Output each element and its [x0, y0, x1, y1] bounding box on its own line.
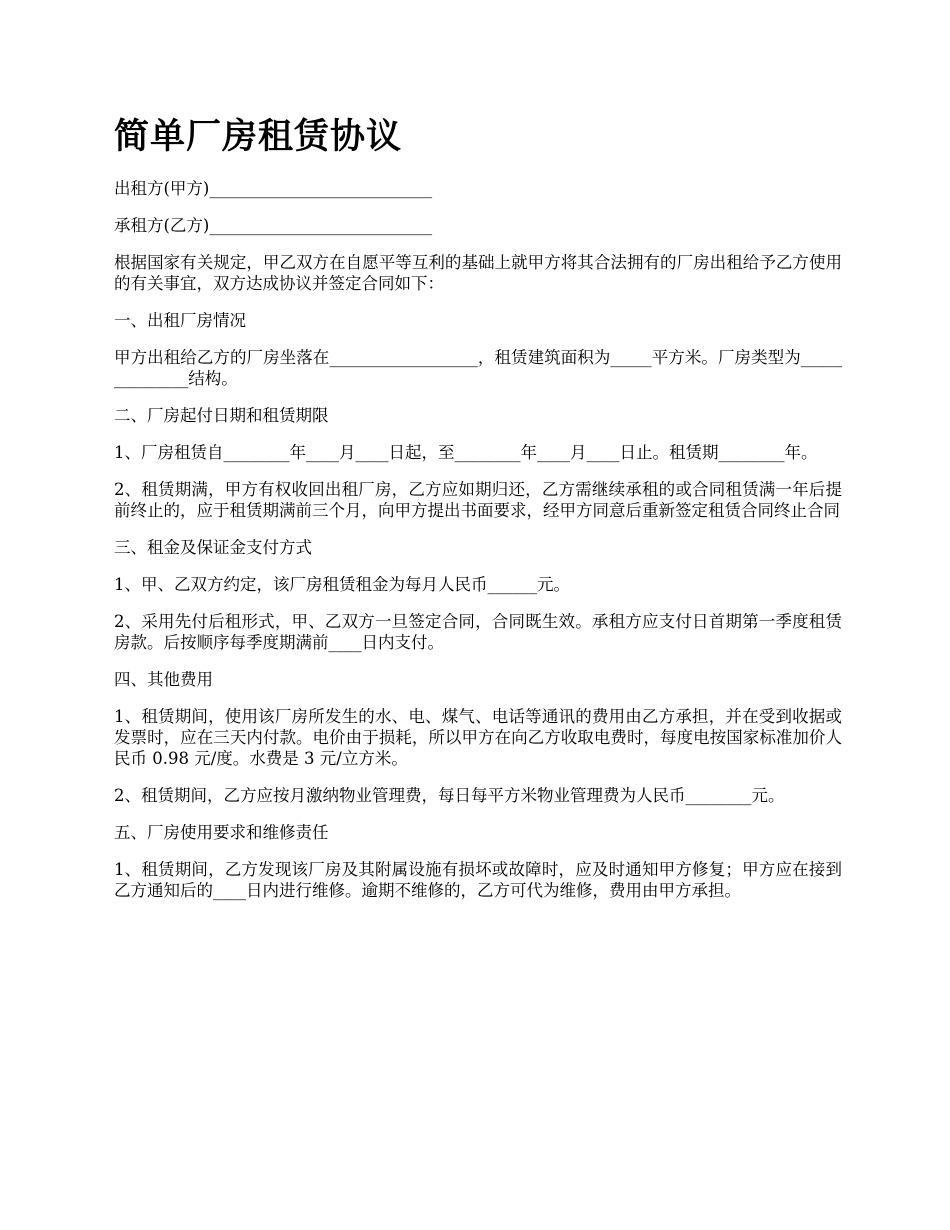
document-title: 简单厂房租赁协议 — [114, 117, 403, 157]
preamble-paragraph: 根据国家有关规定，甲乙双方在自愿平等互利的基础上就甲方将其合法拥有的厂房出租给予乙方使用的有关事宜，双方达成协议并签定合同如下： — [114, 253, 842, 293]
clause-paragraph: 1、租赁期间，乙方发现该厂房及其附属设施有损坏或故障时，应及时通知甲方修复；甲方应在接到乙方通知后的____日内进行维修。逾期不维修的，乙方可代为维修，费用由甲方承担。 — [114, 860, 842, 900]
section-heading-2: 二、厂房起付日期和租赁期限 — [114, 406, 329, 425]
lessee-line: 承租方(乙方)___________________________ — [114, 216, 433, 235]
clause-paragraph: 2、租赁期满，甲方有权收回出租厂房，乙方应如期归还，乙方需继续承租的或合同租赁满一年后提前终止的，应于租赁期满前三个月，向甲方提出书面要求，经甲方同意后重新签定租赁合同终止合同 — [114, 480, 842, 520]
clause-paragraph: 1、厂房租赁自________年____月____日起，至________年____月____日止。租赁期________年。 — [114, 443, 818, 462]
clause-paragraph: 1、租赁期间，使用该厂房所发生的水、电、煤气、电话等通讯的费用由乙方承担，并在受到收据或发票时，应在三天内付款。电价由于损耗，所以甲方在向乙方收取电费时，每度电按国家标准加价人民币 0.98 元/度。水费是 3 元/立方米。 — [114, 707, 842, 768]
clause-paragraph: 甲方出租给乙方的厂房坐落在__________________，租赁建筑面积为_____平方米。厂房类型为______________结构。 — [114, 348, 842, 388]
document-page — [114, 108, 842, 917]
section-heading-4: 四、其他费用 — [114, 670, 213, 689]
lessor-line: 出租方(甲方)___________________________ — [114, 179, 433, 198]
section-heading-1: 一、出租厂房情况 — [114, 311, 246, 330]
clause-paragraph: 2、采用先付后租形式，甲、乙双方一旦签定合同，合同既生效。承租方应支付日首期第一季度租赁房款。后按顺序每季度期满前____日内支付。 — [114, 612, 842, 652]
clause-paragraph: 1、甲、乙双方约定，该厂房租赁租金为每月人民币______元。 — [114, 575, 570, 594]
section-heading-5: 五、厂房使用要求和维修责任 — [114, 823, 329, 842]
section-heading-3: 三、租金及保证金支付方式 — [114, 538, 312, 557]
clause-paragraph: 2、租赁期间，乙方应按月激纳物业管理费，每日每平方米物业管理费为人民币________元。 — [114, 786, 785, 805]
